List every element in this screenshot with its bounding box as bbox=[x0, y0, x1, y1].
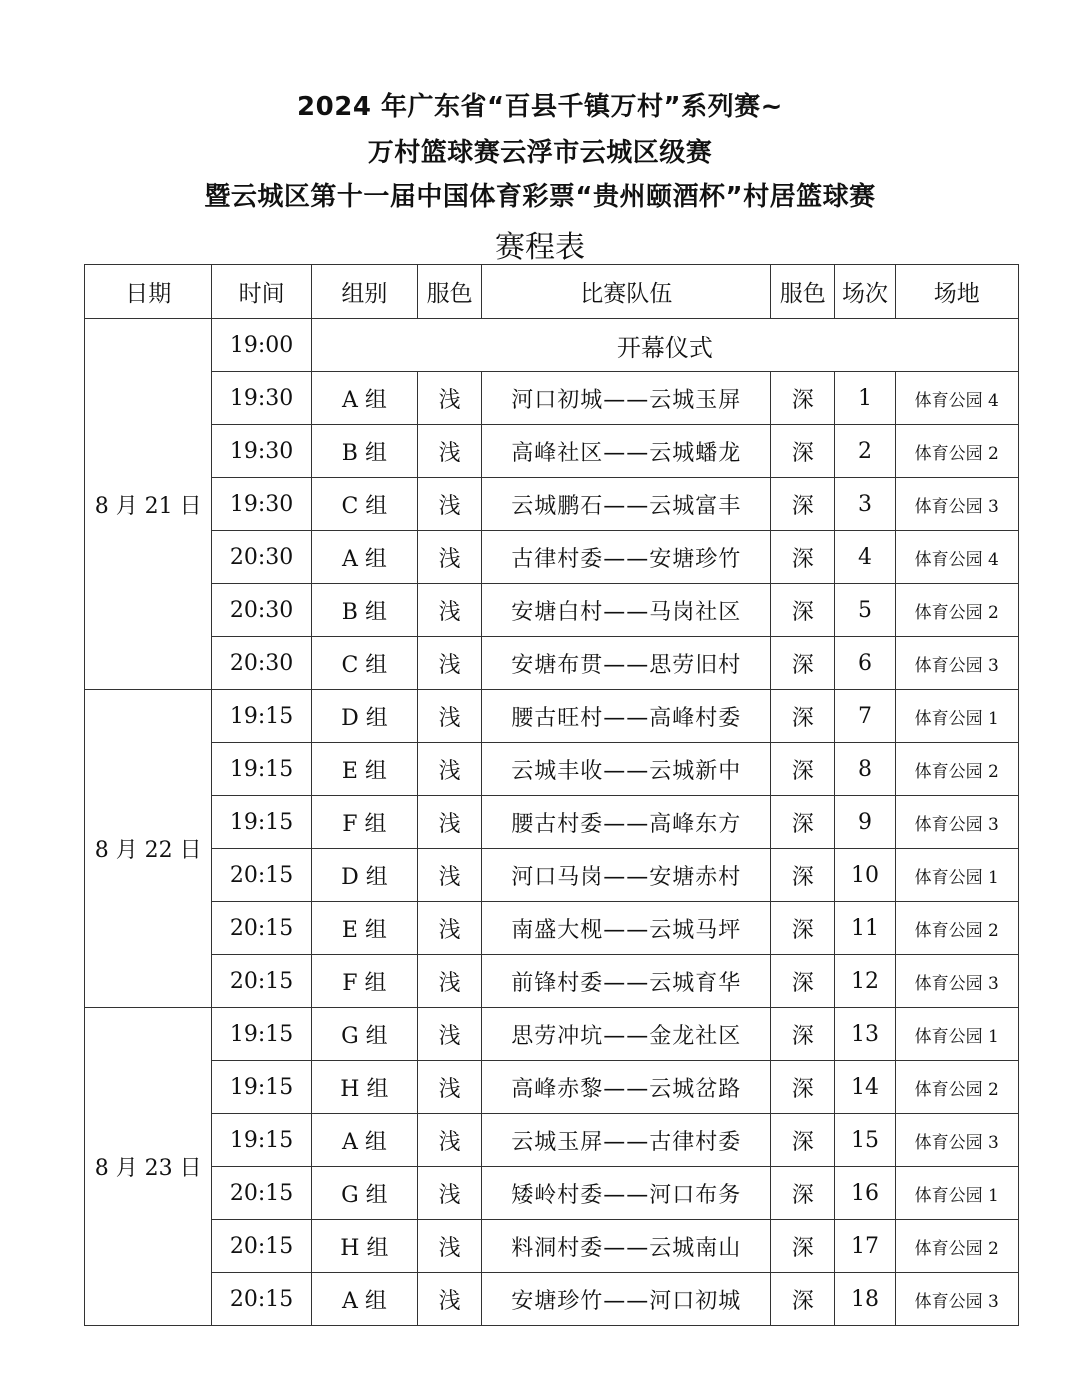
teams-cell: 安塘白村——马岗社区 bbox=[482, 584, 771, 637]
table-row bbox=[85, 796, 1019, 849]
match-number-cell: 12 bbox=[835, 955, 895, 1008]
home-color-cell: 浅 bbox=[418, 796, 482, 849]
group-cell: D 组 bbox=[311, 690, 417, 743]
schedule-body bbox=[85, 319, 1019, 1326]
group-cell: F 组 bbox=[311, 955, 417, 1008]
away-color-cell: 深 bbox=[771, 425, 835, 478]
group-cell: G 组 bbox=[311, 1167, 417, 1220]
venue-cell: 体育公园 4 bbox=[895, 372, 1018, 425]
away-color-cell: 深 bbox=[771, 849, 835, 902]
away-color-cell: 深 bbox=[771, 1114, 835, 1167]
table-row bbox=[85, 955, 1019, 1008]
teams-cell: 云城玉屏——古律村委 bbox=[482, 1114, 771, 1167]
table-row bbox=[85, 902, 1019, 955]
match-number-cell: 16 bbox=[835, 1167, 895, 1220]
home-color-cell: 浅 bbox=[418, 1167, 482, 1220]
time-cell: 19:00 bbox=[212, 319, 311, 372]
date-cell: 8 月 22 日 bbox=[85, 690, 212, 1008]
ceremony-row bbox=[85, 319, 1019, 372]
group-cell: G 组 bbox=[311, 1008, 417, 1061]
time-cell: 20:15 bbox=[212, 955, 311, 1008]
group-cell: F 组 bbox=[311, 796, 417, 849]
teams-cell: 腰古旺村——高峰村委 bbox=[482, 690, 771, 743]
venue-cell: 体育公园 1 bbox=[895, 1167, 1018, 1220]
group-cell: B 组 bbox=[311, 425, 417, 478]
home-color-cell: 浅 bbox=[418, 372, 482, 425]
away-color-cell: 深 bbox=[771, 1273, 835, 1326]
home-color-cell: 浅 bbox=[418, 1008, 482, 1061]
away-color-cell: 深 bbox=[771, 531, 835, 584]
home-color-cell: 浅 bbox=[418, 955, 482, 1008]
teams-cell: 云城鹏石——云城富丰 bbox=[482, 478, 771, 531]
venue-cell: 体育公园 2 bbox=[895, 584, 1018, 637]
ceremony-cell: 开幕仪式 bbox=[311, 319, 1018, 372]
schedule-table bbox=[84, 264, 1019, 1326]
title-line-1: 2024 年广东省“百县千镇万村”系列赛~ bbox=[297, 92, 783, 122]
time-cell: 20:15 bbox=[212, 1220, 311, 1273]
match-number-cell: 17 bbox=[835, 1220, 895, 1273]
table-row bbox=[85, 1114, 1019, 1167]
table-row bbox=[85, 1220, 1019, 1273]
venue-cell: 体育公园 2 bbox=[895, 743, 1018, 796]
table-row bbox=[85, 1167, 1019, 1220]
venue-cell: 体育公园 2 bbox=[895, 1220, 1018, 1273]
time-cell: 20:30 bbox=[212, 531, 311, 584]
teams-cell: 南盛大枧——云城马坪 bbox=[482, 902, 771, 955]
time-cell: 19:15 bbox=[212, 743, 311, 796]
table-row bbox=[85, 637, 1019, 690]
time-cell: 19:15 bbox=[212, 1008, 311, 1061]
group-cell: A 组 bbox=[311, 531, 417, 584]
time-cell: 20:30 bbox=[212, 637, 311, 690]
time-cell: 20:15 bbox=[212, 1167, 311, 1220]
match-number-cell: 7 bbox=[835, 690, 895, 743]
away-color-cell: 深 bbox=[771, 1220, 835, 1273]
home-color-cell: 浅 bbox=[418, 425, 482, 478]
header-match-number: 场次 bbox=[835, 265, 895, 319]
time-cell: 20:15 bbox=[212, 849, 311, 902]
home-color-cell: 浅 bbox=[418, 1114, 482, 1167]
home-color-cell: 浅 bbox=[418, 902, 482, 955]
match-number-cell: 10 bbox=[835, 849, 895, 902]
venue-cell: 体育公园 4 bbox=[895, 531, 1018, 584]
group-cell: C 组 bbox=[311, 478, 417, 531]
group-cell: C 组 bbox=[311, 637, 417, 690]
time-cell: 20:15 bbox=[212, 1273, 311, 1326]
table-row bbox=[85, 478, 1019, 531]
home-color-cell: 浅 bbox=[418, 849, 482, 902]
table-row bbox=[85, 849, 1019, 902]
teams-cell: 云城丰收——云城新中 bbox=[482, 743, 771, 796]
venue-cell: 体育公园 2 bbox=[895, 425, 1018, 478]
time-cell: 20:15 bbox=[212, 902, 311, 955]
time-cell: 19:30 bbox=[212, 372, 311, 425]
group-cell: B 组 bbox=[311, 584, 417, 637]
header-group: 组别 bbox=[311, 265, 417, 319]
title-line-3: 暨云城区第十一届中国体育彩票“贵州颐酒杯”村居篮球赛 bbox=[204, 182, 876, 212]
time-cell: 19:15 bbox=[212, 796, 311, 849]
table-row bbox=[85, 1273, 1019, 1326]
table-row bbox=[85, 1061, 1019, 1114]
home-color-cell: 浅 bbox=[418, 1220, 482, 1273]
teams-cell: 古律村委——安塘珍竹 bbox=[482, 531, 771, 584]
away-color-cell: 深 bbox=[771, 637, 835, 690]
group-cell: A 组 bbox=[311, 372, 417, 425]
away-color-cell: 深 bbox=[771, 1008, 835, 1061]
venue-cell: 体育公园 1 bbox=[895, 690, 1018, 743]
home-color-cell: 浅 bbox=[418, 1273, 482, 1326]
away-color-cell: 深 bbox=[771, 1167, 835, 1220]
table-row bbox=[85, 372, 1019, 425]
away-color-cell: 深 bbox=[771, 584, 835, 637]
group-cell: H 组 bbox=[311, 1061, 417, 1114]
group-cell: D 组 bbox=[311, 849, 417, 902]
teams-cell: 高峰社区——云城蟠龙 bbox=[482, 425, 771, 478]
header-time: 时间 bbox=[212, 265, 311, 319]
match-number-cell: 8 bbox=[835, 743, 895, 796]
table-row bbox=[85, 690, 1019, 743]
group-cell: A 组 bbox=[311, 1273, 417, 1326]
match-number-cell: 11 bbox=[835, 902, 895, 955]
away-color-cell: 深 bbox=[771, 478, 835, 531]
away-color-cell: 深 bbox=[771, 690, 835, 743]
away-color-cell: 深 bbox=[771, 372, 835, 425]
table-row bbox=[85, 1008, 1019, 1061]
match-number-cell: 4 bbox=[835, 531, 895, 584]
home-color-cell: 浅 bbox=[418, 690, 482, 743]
home-color-cell: 浅 bbox=[418, 743, 482, 796]
time-cell: 20:30 bbox=[212, 584, 311, 637]
header-home-color: 服色 bbox=[418, 265, 482, 319]
match-number-cell: 9 bbox=[835, 796, 895, 849]
group-cell: H 组 bbox=[311, 1220, 417, 1273]
venue-cell: 体育公园 2 bbox=[895, 902, 1018, 955]
teams-cell: 安塘布贯——思劳旧村 bbox=[482, 637, 771, 690]
venue-cell: 体育公园 1 bbox=[895, 849, 1018, 902]
venue-cell: 体育公园 3 bbox=[895, 637, 1018, 690]
teams-cell: 思劳冲坑——金龙社区 bbox=[482, 1008, 771, 1061]
header-venue: 场地 bbox=[895, 265, 1018, 319]
teams-cell: 前锋村委——云城育华 bbox=[482, 955, 771, 1008]
time-cell: 19:15 bbox=[212, 1114, 311, 1167]
match-number-cell: 14 bbox=[835, 1061, 895, 1114]
teams-cell: 安塘珍竹——河口初城 bbox=[482, 1273, 771, 1326]
away-color-cell: 深 bbox=[771, 796, 835, 849]
schedule-subtitle: 赛程表 bbox=[495, 230, 585, 265]
venue-cell: 体育公园 3 bbox=[895, 796, 1018, 849]
table-row bbox=[85, 743, 1019, 796]
home-color-cell: 浅 bbox=[418, 1061, 482, 1114]
header-date: 日期 bbox=[85, 265, 212, 319]
home-color-cell: 浅 bbox=[418, 637, 482, 690]
table-row bbox=[85, 531, 1019, 584]
home-color-cell: 浅 bbox=[418, 584, 482, 637]
venue-cell: 体育公园 3 bbox=[895, 1273, 1018, 1326]
teams-cell: 腰古村委——高峰东方 bbox=[482, 796, 771, 849]
teams-cell: 高峰赤黎——云城岔路 bbox=[482, 1061, 771, 1114]
match-number-cell: 3 bbox=[835, 478, 895, 531]
teams-cell: 河口马岗——安塘赤村 bbox=[482, 849, 771, 902]
time-cell: 19:30 bbox=[212, 478, 311, 531]
date-cell: 8 月 21 日 bbox=[85, 319, 212, 690]
title-line-2: 万村篮球赛云浮市云城区级赛 bbox=[367, 138, 713, 168]
teams-cell: 河口初城——云城玉屏 bbox=[482, 372, 771, 425]
venue-cell: 体育公园 1 bbox=[895, 1008, 1018, 1061]
teams-cell: 矮岭村委——河口布务 bbox=[482, 1167, 771, 1220]
venue-cell: 体育公园 3 bbox=[895, 955, 1018, 1008]
match-number-cell: 15 bbox=[835, 1114, 895, 1167]
header-teams: 比赛队伍 bbox=[482, 265, 771, 319]
home-color-cell: 浅 bbox=[418, 478, 482, 531]
group-cell: A 组 bbox=[311, 1114, 417, 1167]
time-cell: 19:15 bbox=[212, 690, 311, 743]
time-cell: 19:30 bbox=[212, 425, 311, 478]
away-color-cell: 深 bbox=[771, 955, 835, 1008]
group-cell: E 组 bbox=[311, 902, 417, 955]
match-number-cell: 5 bbox=[835, 584, 895, 637]
venue-cell: 体育公园 2 bbox=[895, 1061, 1018, 1114]
group-cell: E 组 bbox=[311, 743, 417, 796]
header-away-color: 服色 bbox=[771, 265, 835, 319]
time-cell: 19:15 bbox=[212, 1061, 311, 1114]
teams-cell: 料洞村委——云城南山 bbox=[482, 1220, 771, 1273]
match-number-cell: 13 bbox=[835, 1008, 895, 1061]
date-cell: 8 月 23 日 bbox=[85, 1008, 212, 1326]
venue-cell: 体育公园 3 bbox=[895, 1114, 1018, 1167]
away-color-cell: 深 bbox=[771, 902, 835, 955]
header-row bbox=[85, 265, 1019, 319]
away-color-cell: 深 bbox=[771, 743, 835, 796]
match-number-cell: 18 bbox=[835, 1273, 895, 1326]
home-color-cell: 浅 bbox=[418, 531, 482, 584]
table-row bbox=[85, 584, 1019, 637]
match-number-cell: 2 bbox=[835, 425, 895, 478]
table-row bbox=[85, 425, 1019, 478]
match-number-cell: 6 bbox=[835, 637, 895, 690]
away-color-cell: 深 bbox=[771, 1061, 835, 1114]
match-number-cell: 1 bbox=[835, 372, 895, 425]
venue-cell: 体育公园 3 bbox=[895, 478, 1018, 531]
